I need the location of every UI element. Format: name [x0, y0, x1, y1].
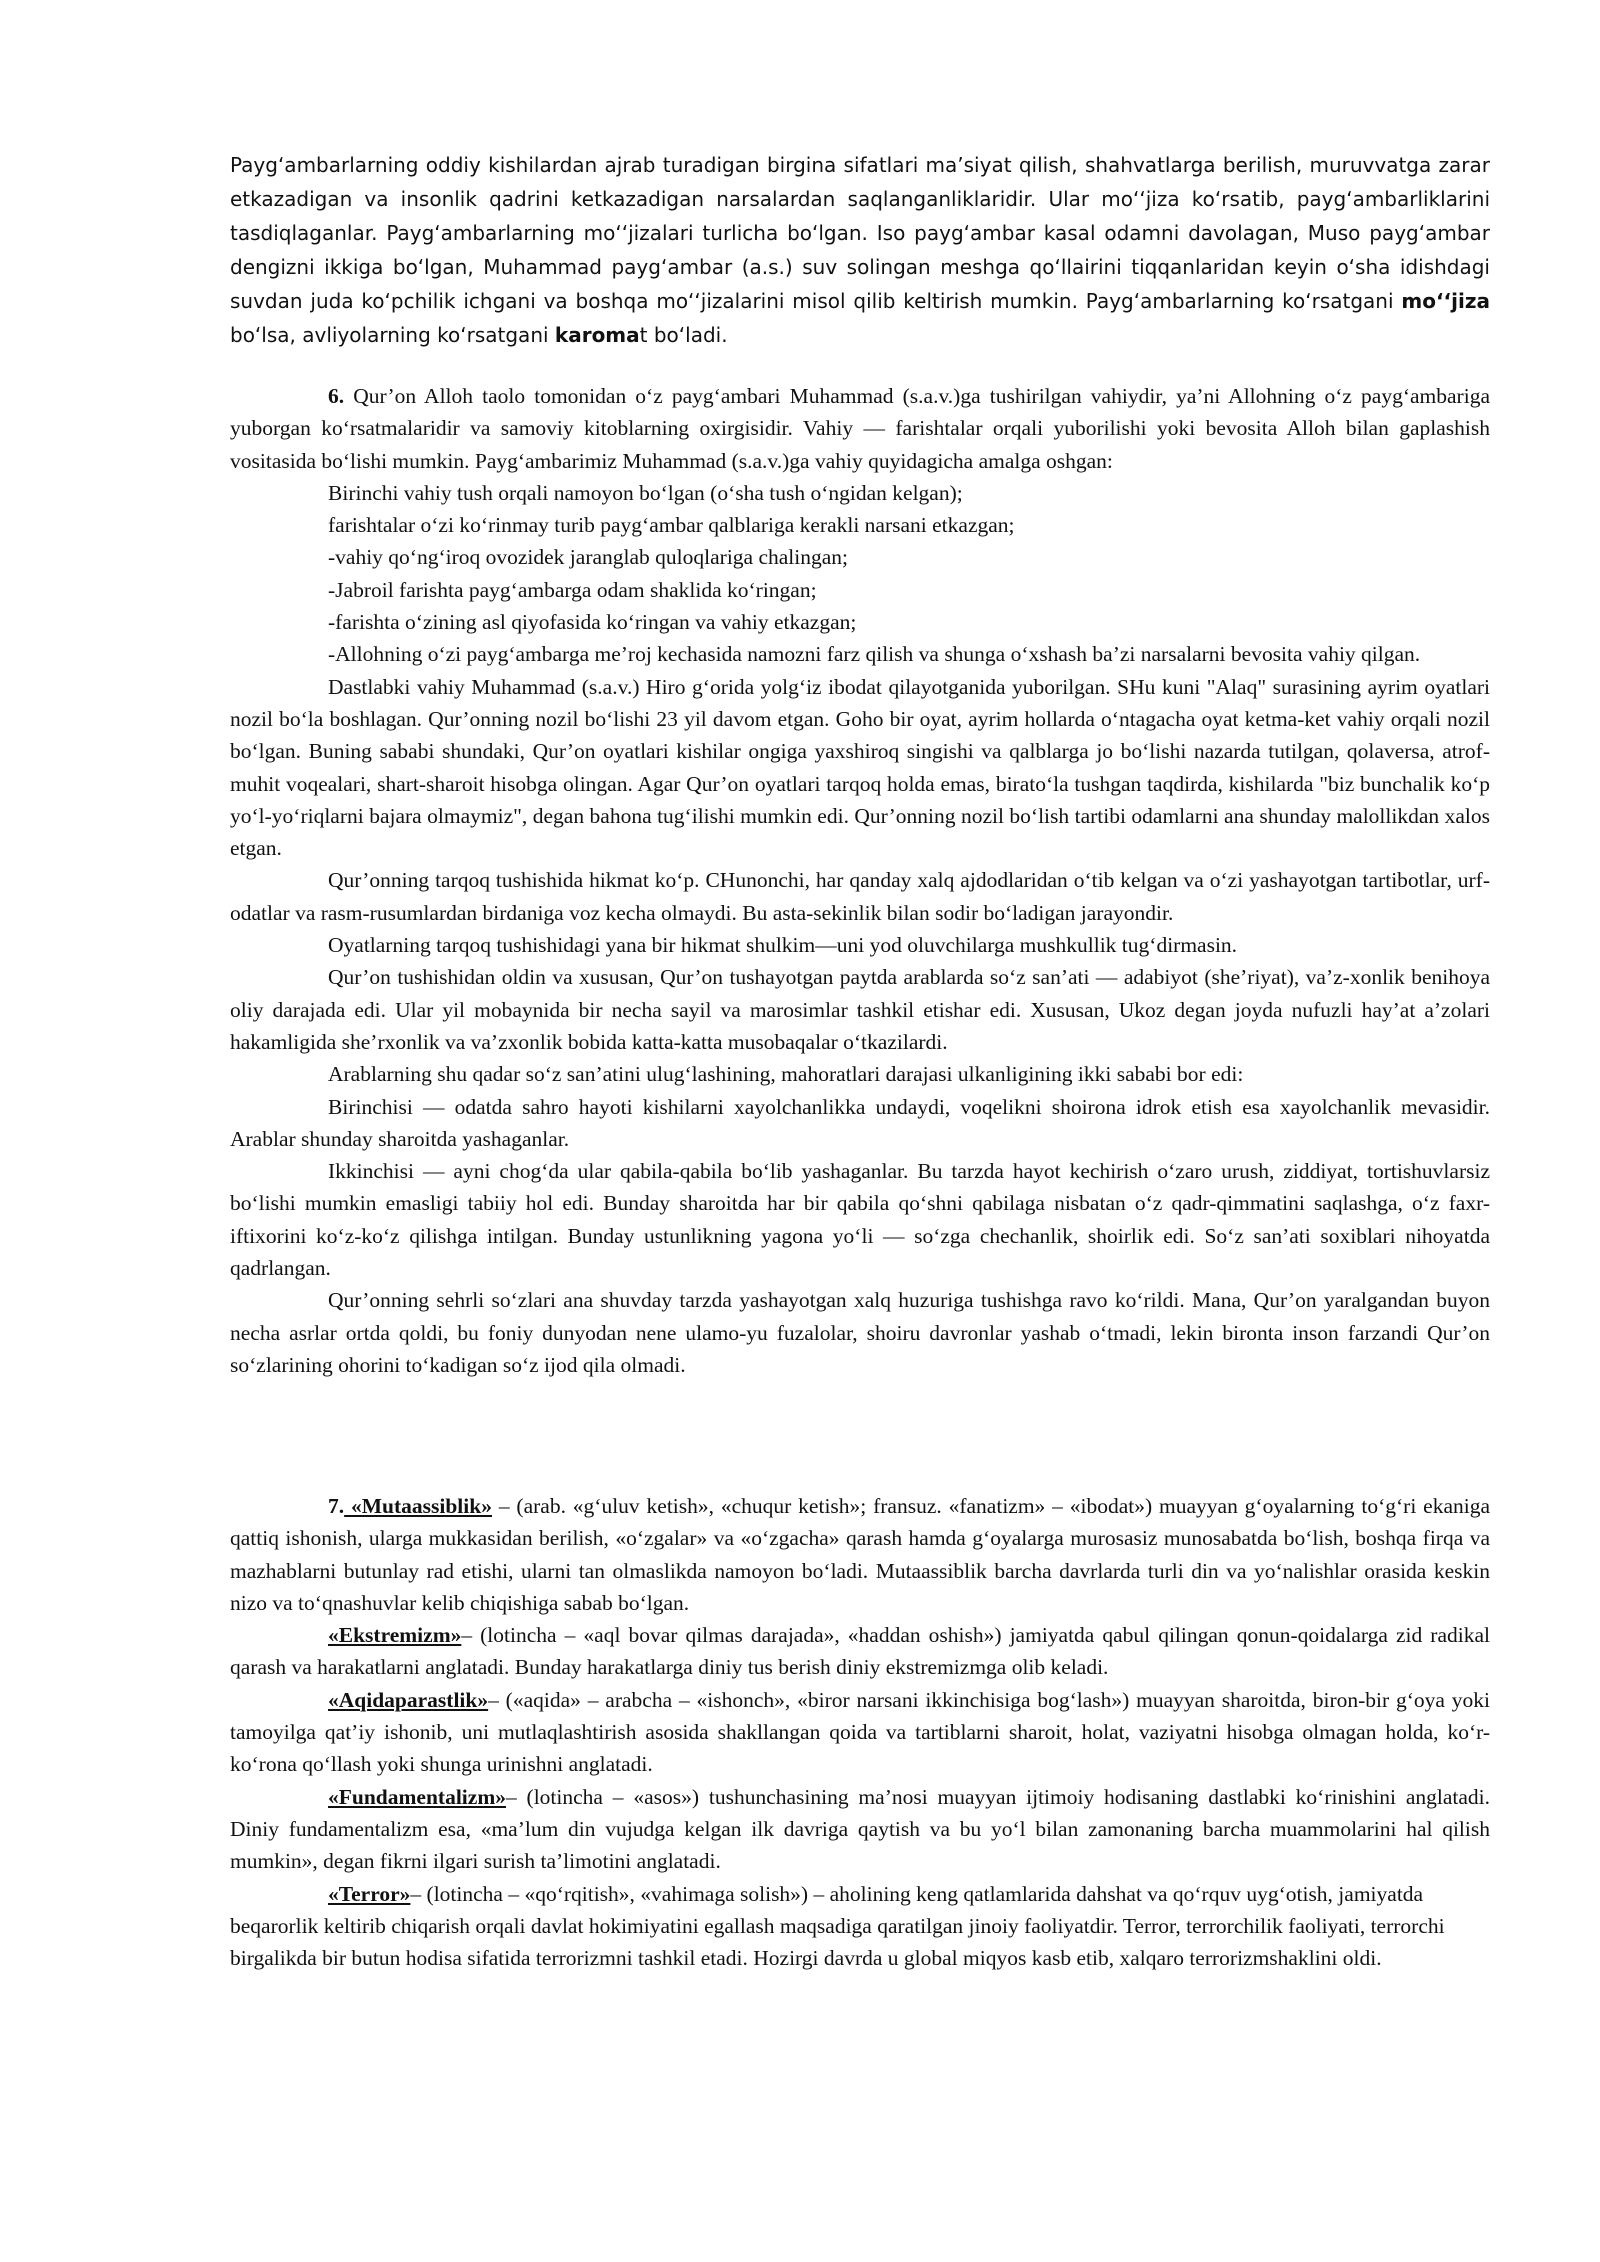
section-6-lead [230, 380, 1490, 477]
list-item: Birinchi vahiy tush orqali namoyon bo‘lgan (o‘sha tush o‘ngidan kelgan); [328, 480, 963, 505]
definition-text: – (arab. «g‘uluv ketish», «chuqur ketish»; fransuz. «fanatizm» – «ibodat») muayyan g‘oyalarning to‘g‘ri ekaniga qattiq ishonish, ularga mukkasidan berilish, «o‘zgalar» va «o‘zgacha» qarash hamda g‘oyalarga murosasiz munosabatda bo‘lish, boshqa firqa va mazhablarni butunlay rad etishi, ularni tan olmaslikda namoyon bo‘ladi. Mutaassiblik barcha davrlarda turli din va yo‘nalishlar orasida keskin nizo va to‘qnashuvlar kelib chiqishiga sabab bo‘lgan. [230, 1494, 1491, 1615]
list-item: -vahiy qo‘ng‘iroq ovozidek jaranglab quloqlariga chalingan; [328, 545, 849, 570]
definition-text: – (lotincha – «qo‘rqitish», «vahimaga solish») – aholining keng qatlamlarida dahshat va qo‘rquv uyg‘otish, jamiyatda beqarorlik keltirib chiqarish orqali davlat hokimiyatini egallash maqsadiga qaratilgan jinoiy faoliyatdir. Terror, terrorchilik faoliyati, terrorchi birgalikda bir butun hodisa sifatida terrorizmni tashkil etadi. Hozirgi davrda u global miqyos kasb etib, xalqaro terrorizmshaklini oldi. [230, 1881, 1445, 1971]
section-7 [230, 1490, 1490, 1974]
revelation-list [230, 477, 1490, 671]
intro-mid: bo‘lsa, avliyolarning ko‘rsatgani [230, 323, 555, 347]
entry-fundamentalizm [230, 1781, 1490, 1878]
paragraph: Qur’onning tarqoq tushishida hikmat ko‘p. CHunonchi, har qanday xalq ajdodlaridan o‘tib kelgan va o‘zi yashayotgan tartibotlar, urf-odatlar va rasm-rusumlardan birdaniga voz kecha olmaydi. Bu asta-sekinlik bilan sodir bo‘ladigan jarayondir. [230, 868, 1490, 925]
entry-terror [230, 1878, 1490, 1975]
section-7-number: 7. [328, 1494, 345, 1518]
section-6-lead-text: Qur’on Alloh taolo tomonidan o‘z payg‘ambari Muhammad (s.a.v.)ga tushirilgan vahiydir, ya’ni Allohning o‘z payg‘ambariga yuborgan ko‘rsatmalaridir va samoviy kitoblarning oxirgisidir. Vahiy — farishtalar orqali yuborilishi yoki bevosita Alloh bilan gaplashish vositasida bo‘lishi mumkin. Payg‘ambarimiz Muhammad (s.a.v.)ga vahiy quyidagicha amalga oshgan: [230, 384, 1490, 473]
term-terror: «Terror» [328, 1881, 411, 1906]
term-aqidaparastlik: «Aqidaparastlik» [328, 1687, 489, 1712]
section-6 [230, 380, 1490, 1381]
entry-aqidaparastlik [230, 1684, 1490, 1781]
term-ekstremizm: «Ekstremizm» [328, 1623, 462, 1648]
list-item: -farishta o‘zining asl qiyofasida ko‘ringan va vahiy etkazgan; [328, 610, 857, 635]
term-karoma: karoma [554, 323, 640, 347]
definition-text: – («aqida» – arabcha – «ishonch», «biror narsani ikkinchisiga bog‘lash») muayyan sharoitda, biron-bir g‘oya yoki tamoyilga qat’iy ishonib, uni mutlaqlashtirish asosida shakllangan qoida va tartiblarni sharoit, holat, vaziyatni hisobga olmagan holda, ko‘r-ko‘rona qo‘llash yoki shunga urinishni anglatadi. [230, 1687, 1490, 1777]
definition-text: – (lotincha – «asos») tushunchasining ma’nosi muayyan ijtimoiy hodisaning dastlabki ko‘rinishini anglatadi. Diniy fundamentalizm esa, «ma’lum din vujudga kelgan ilk davriga qaytish va bu yo‘l bilan zamonaning barcha muammolarini hal qilish mumkin», degan fikrni ilgari surish ta’limotini anglatadi. [230, 1784, 1490, 1874]
paragraph: Birinchisi — odatda sahro hayoti kishilarni xayolchanlikka undaydi, voqelikni shoirona idrok etish esa xayolchanlik mevasidir. Arablar shunday sharoitda yashaganlar. [230, 1094, 1490, 1151]
term-fundamentalizm: «Fundamentalizm» [328, 1784, 506, 1809]
paragraph: Arablarning shu qadar so‘z san’atini ulug‘lashining, mahoratlari darajasi ulkanligining ikki sababi bor edi: [328, 1062, 1244, 1087]
term-mojiza: mo‘‘jiza [1401, 289, 1490, 313]
list-item: farishtalar o‘zi ko‘rinmay turib payg‘ambar qalblariga kerakli narsani etkazgan; [328, 513, 1015, 538]
entry-mutaassiblik [230, 1490, 1490, 1619]
paragraph: Oyatlarning tarqoq tushishidagi yana bir hikmat shulkim—uni yod oluvchilarga mushkullik tug‘dirmasin. [328, 933, 1238, 958]
entry-ekstremizm [230, 1619, 1490, 1684]
paragraph: Qur’onning sehrli so‘zlari ana shuvday tarzda yashayotgan xalq huzuriga tushishga ravo ko‘rildi. Mana, Qur’on yaralgandan buyon necha asrlar ortda qoldi, bu foniy dunyodan nene ulamo-yu fuzalolar, shoiru davronlar yashab o‘tmadi, lekin bironta inson farzandi Qur’on so‘zlarining ohorini to‘kadigan so‘z ijod qila olmadi. [230, 1288, 1490, 1377]
definition-text: – (lotincha – «aql bovar qilmas darajada», «haddan oshish») jamiyatda qabul qilingan qonun-qoidalarga zid radikal qarash va harakatlarni anglatadi. Bunday harakatlarga diniy tus berish diniy ekstremizmga olib keladi. [230, 1623, 1490, 1680]
term-mutaassiblik: «Mutaassiblik» [344, 1494, 492, 1518]
paragraph: Dastlabki vahiy Muhammad (s.a.v.) Hiro g‘orida yolg‘iz ibodat qilayotganida yuborilgan. SHu kuni "Alaq" surasining ayrim oyatlari nozil bo‘la boshlagan. Qur’onning nozil bo‘lishi 23 yil davom etgan. Goho bir oyat, ayrim hollarda o‘ntagacha oyat ketma-ket vahiy orqali nozil bo‘lgan. Buning sababi shundaki, Qur’on oyatlari kishilar ongiga yaxshiroq singishi va qalblarga jo bo‘lishi nazarda tutilgan, qolaversa, atrof-muhit voqealari, shart-sharoit hisobga olingan. Agar Qur’on oyatlari tarqoq holda emas, birato‘la tushgan taqdirda, kishilarda "biz bunchalik ko‘p yo‘l-yo‘riqlarni bajara olmaymiz", degan bahona tug‘ilishi mumkin edi. Qur’onning nozil bo‘lish tartibi odamlarni ana shunday malollikdan xalos etgan. [230, 674, 1490, 861]
intro-end: t bo‘ladi. [639, 323, 728, 347]
paragraph: Ikkinchisi — ayni chog‘da ular qabila-qabila bo‘lib yashaganlar. Bu tarzda hayot kechirish o‘zaro urush, ziddiyat, tortishuvlarsiz bo‘lishi mumkin emasligi tabiiy hol edi. Bunday sharoitda har bir qabila qo‘shni qabilaga nisbatan o‘z qadr-qimmatini saqlashga, o‘z faxr-iftixorini ko‘z-ko‘z qilishga intilgan. Bunday ustunlikning yagona yo‘li — so‘zga chechanlik, shoirlik edi. So‘z san’ati soxiblari nihoyatda qadrlangan. [230, 1159, 1490, 1281]
list-item: -Allohning o‘zi payg‘ambarga me’roj kechasida namozni farz qilish va shunga o‘xshash ba’zi narsalarni bevosita vahiy qilgan. [328, 642, 1421, 667]
list-item: -Jabroil farishta payg‘ambarga odam shaklida ko‘ringan; [328, 577, 817, 602]
section-6-number: 6. [328, 384, 345, 408]
intro-paragraph [230, 148, 1490, 352]
paragraph: Qur’on tushishidan oldin va xususan, Qur’on tushayotgan paytda arablarda so‘z san’ati — adabiyot (she’riyat), va’z-xonlik benihoya oliy darajada edi. Ular yil mobaynida bir necha sayil va marosimlar tashkil etishar edi. Xususan, Ukoz degan joyda nufuzli hay’at a’zolari hakamligida she’rxonlik va va’zxonlik bobida katta-katta musobaqalar o‘tkazilardi. [230, 965, 1490, 1054]
intro-text: Payg‘ambarlarning oddiy kishilardan ajrab turadigan birgina sifatlari ma’siyat qilish, shahvatlarga berilish, muruvvatga zarar etkazadigan va insonlik qadrini ketkazadigan narsalardan saqlanganliklaridir. Ular mo‘‘jiza ko‘rsatib, payg‘ambarliklarini tasdiqlaganlar. Payg‘ambarlarning mo‘‘jizalari turlicha bo‘lgan. Iso payg‘ambar kasal odamni davolagan, Muso payg‘ambar dengizni ikkiga bo‘lgan, Muhammad payg‘ambar (a.s.) suv solingan meshga qo‘llairini tiqqanlaridan keyin o‘sha idishdagi suvdan juda ko‘pchilik ichgani va boshqa mo‘‘jizalarini misol qilib keltirish mumkin. Payg‘ambarlarning ko‘rsatgani [230, 153, 1490, 313]
